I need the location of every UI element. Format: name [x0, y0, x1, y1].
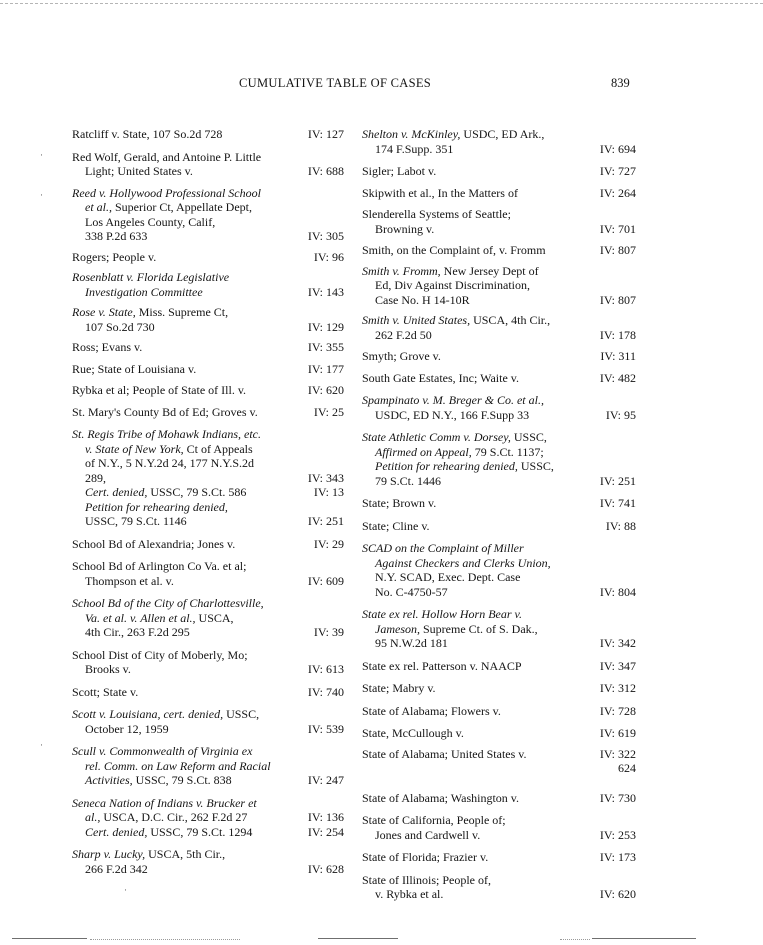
case-entry: [72, 685, 344, 700]
case-text: Rybka et al; People of State of Ill. v.: [72, 383, 247, 397]
volume-page-ref: IV: 173: [599, 850, 636, 864]
volume-page-ref: IV: 620: [307, 383, 344, 397]
volume-page-ref: IV: 247: [307, 773, 344, 787]
case-text: Miss. Supreme Ct,: [135, 305, 229, 319]
case-text: Rue; State of Louisiana v.: [72, 361, 197, 376]
entry-line: [72, 200, 344, 215]
bottom-scan-line: [90, 939, 240, 940]
volume-page-ref: IV: 619: [599, 726, 636, 740]
case-entry: [72, 847, 344, 876]
case-text: Scull v. Commonwealth of Virginia ex: [72, 744, 253, 758]
case-text: Cert. denied,: [85, 824, 148, 839]
entry-line: [362, 622, 636, 637]
case-entry: [362, 127, 636, 156]
entry-line: [72, 427, 344, 442]
case-text: Ct of Appeals: [183, 441, 253, 456]
bottom-scan-line: [592, 938, 696, 939]
entry-line: [362, 222, 636, 237]
volume-page-ref: IV: 251: [307, 514, 344, 528]
entry-line: [362, 278, 636, 293]
entry-line: [362, 541, 636, 556]
case-text: State, McCullough v.: [362, 726, 464, 740]
entry-line: [72, 186, 344, 201]
case-text: USSC,: [510, 430, 547, 444]
case-text: Rogers; People v.: [72, 249, 157, 264]
volume-page-ref: IV: 701: [599, 221, 636, 236]
volume-page-ref: IV: 694: [599, 141, 636, 156]
volume-page-ref: IV: 254: [307, 824, 344, 839]
entry-line: [72, 405, 344, 420]
entry-line: [362, 328, 636, 343]
volume-page-ref: IV: 807: [599, 292, 636, 307]
case-text: Browning v.: [375, 221, 435, 236]
bottom-scan-line: [318, 938, 398, 939]
volume-page-ref: IV: 609: [307, 573, 344, 588]
case-entry: [362, 430, 636, 488]
volume-page-ref: IV: 613: [307, 662, 344, 676]
entry-line: [362, 519, 636, 534]
volume-page-ref: IV: 728: [599, 703, 636, 718]
entry-line: [362, 747, 636, 762]
entry-line: [362, 371, 636, 386]
case-text: State Athletic Comm v. Dorsey,: [362, 430, 511, 444]
entry-line: [72, 825, 344, 840]
volume-page-ref: IV: 807: [599, 243, 636, 257]
case-entry: [362, 813, 636, 842]
case-text: Los Angeles County, Calif,: [85, 214, 216, 229]
volume-page-ref: IV: 741: [599, 496, 636, 510]
case-entry: [362, 681, 636, 696]
case-entry: [362, 850, 636, 865]
entry-line: [72, 471, 344, 486]
case-entry: [72, 796, 344, 840]
entry-line: [72, 810, 344, 825]
case-text: State; Mabry v.: [362, 681, 436, 695]
case-text: State of Illinois; People of,: [362, 872, 491, 887]
case-text: Seneca Nation of Indians v. Brucker et: [72, 795, 257, 810]
entry-line: [362, 850, 636, 865]
left-column: [72, 120, 344, 876]
entry-line: [362, 636, 636, 651]
volume-page-ref: IV: 730: [599, 790, 636, 805]
entry-line: [72, 250, 344, 265]
case-text: Light; United States v.: [85, 164, 193, 178]
case-text: SCAD on the Complaint of Miller: [362, 541, 524, 555]
scan-speck: ·: [40, 190, 43, 200]
volume-page-ref: IV: 253: [599, 827, 636, 842]
case-text: Spampinato v. M. Breger & Co. et al.,: [362, 393, 544, 407]
entry-line: [72, 215, 344, 230]
volume-page-ref: IV: 347: [599, 658, 636, 673]
entry-line: [72, 164, 344, 179]
entry-line: [72, 500, 344, 515]
volume-page-ref: IV: 343: [307, 470, 344, 485]
case-text: Affirmed on Appeal,: [375, 444, 472, 459]
entry-line: [72, 559, 344, 574]
case-text: State; Cline v.: [362, 518, 430, 533]
case-text: Jameson,: [375, 621, 420, 636]
entry-line: [362, 459, 636, 474]
case-text: 266 F.2d 342: [85, 861, 148, 876]
case-text: 107 So.2d 730: [85, 319, 155, 334]
case-text: Shelton v. McKinley,: [362, 127, 461, 141]
case-text: USSC,: [223, 707, 260, 721]
case-text: Supreme Ct. of S. Dak.,: [420, 621, 538, 636]
case-entry: [362, 747, 636, 776]
volume-page-ref: IV: 13: [313, 485, 344, 499]
case-text: State ex rel. Hollow Horn Bear v.: [362, 607, 522, 621]
entry-line: [72, 662, 344, 677]
entry-line: [362, 313, 636, 328]
case-text: Cert. denied,: [85, 485, 148, 499]
volume-page-ref: IV: 312: [599, 681, 636, 695]
entry-line: [72, 485, 344, 500]
right-column: [362, 120, 636, 902]
case-entry: [362, 607, 636, 651]
case-text: v. Rybka et al.: [375, 887, 444, 901]
case-text: Activities,: [85, 773, 133, 787]
case-text: Skipwith et al., In the Matters of: [362, 185, 518, 200]
case-text: Ratcliff v. State, 107 So.2d 728: [72, 127, 223, 141]
entry-line: [72, 320, 344, 335]
entry-line: [72, 285, 344, 300]
case-text: USSC,: [517, 459, 554, 473]
case-text: Petition for rehearing denied,: [85, 499, 228, 514]
case-text: USSC, 79 S.Ct. 1294: [147, 824, 253, 839]
case-entry: [72, 648, 344, 677]
entry-line: [362, 791, 636, 806]
case-text: Smith, on the Complaint of, v. Fromm: [362, 243, 546, 257]
entry-line: [72, 150, 344, 165]
case-entry: [72, 744, 344, 788]
volume-page-ref: IV: 178: [599, 327, 636, 342]
page-number: 839: [611, 76, 630, 90]
case-entry: [72, 559, 344, 588]
case-entry: [72, 340, 344, 355]
case-text: School Bd of Alexandria; Jones v.: [72, 536, 236, 551]
case-text: Red Wolf, Gerald, and Antoine P. Little: [72, 149, 262, 164]
case-text: 4th Cir., 263 F.2d 295: [85, 625, 190, 639]
case-text: USCA,: [195, 610, 234, 625]
entry-line: [362, 887, 636, 902]
entry-line: [362, 570, 636, 585]
case-text: State of Alabama; United States v.: [362, 746, 527, 761]
entry-line: [72, 773, 344, 788]
entry-line: [362, 659, 636, 674]
scan-speck: ·: [124, 885, 127, 895]
case-text: Ross; Evans v.: [72, 340, 143, 354]
volume-page-ref: IV: 539: [307, 721, 344, 736]
entry-line: [72, 847, 344, 862]
case-text: No. C-4750-57: [375, 584, 448, 599]
entry-line: [72, 270, 344, 285]
entry-line: [362, 293, 636, 308]
entry-line: [72, 796, 344, 811]
case-entry: [362, 519, 636, 534]
volume-page-ref: IV: 727: [599, 164, 636, 178]
entry-line: [72, 596, 344, 611]
case-text: Petition for rehearing denied,: [375, 459, 518, 473]
case-text: State of Alabama; Washington v.: [362, 790, 520, 805]
case-text: Superior Ct, Appellate Dept,: [112, 200, 252, 214]
case-text: School Bd of the City of Charlottesville,: [72, 596, 264, 610]
case-text: Smith v. Fromm,: [362, 263, 441, 278]
case-text: Va. et al. v. Allen et al.,: [85, 610, 196, 625]
volume-page-ref: IV: 95: [605, 407, 636, 422]
case-text: Smith v. United States,: [362, 313, 471, 327]
case-text: Smyth; Grove v.: [362, 349, 441, 363]
case-entry: [362, 349, 636, 364]
case-entry: [362, 704, 636, 719]
case-text: USSC, 79 S.Ct. 1146: [85, 514, 187, 528]
case-entry: [72, 150, 344, 179]
entry-line: [362, 726, 636, 741]
case-text: Brooks v.: [85, 662, 131, 676]
case-text: Ed, Div Against Discrimination,: [375, 278, 530, 292]
case-text: USCA, 4th Cir.,: [470, 313, 551, 327]
case-text: State of Alabama; Flowers v.: [362, 703, 501, 718]
case-text: Jones and Cardwell v.: [375, 827, 481, 842]
case-text: State of Florida; Frazier v.: [362, 850, 489, 864]
scan-speck: ·: [40, 150, 43, 160]
case-entry: [362, 791, 636, 806]
volume-page-ref: IV: 129: [307, 319, 344, 334]
entry-line: [72, 744, 344, 759]
case-text: Sigler; Labot v.: [362, 164, 437, 178]
entry-line: [362, 873, 636, 888]
case-text: Reed v. Hollywood Professional School: [72, 185, 261, 200]
case-entry: [72, 427, 344, 529]
entry-line: [72, 759, 344, 774]
case-text: v. State of New York,: [85, 441, 184, 456]
case-entry: [362, 371, 636, 386]
entry-line: [362, 264, 636, 279]
entry-line: [362, 585, 636, 600]
case-entry: [72, 707, 344, 736]
volume-page-ref: IV: 39: [313, 625, 344, 639]
case-entry: [72, 362, 344, 377]
volume-page-ref: IV: 355: [307, 340, 344, 354]
entry-line: [362, 164, 636, 179]
case-entry: [72, 537, 344, 552]
volume-page-ref: 624: [618, 761, 636, 775]
entry-line: [362, 127, 636, 142]
case-text: Scott v. Louisiana, cert. denied,: [72, 707, 224, 721]
entry-line: [72, 305, 344, 320]
case-text: USDC, ED Ark.,: [460, 127, 545, 141]
volume-page-ref: IV: 740: [307, 684, 344, 699]
case-text: 79 S.Ct. 1446: [375, 473, 442, 488]
entry-line: [72, 574, 344, 589]
entry-line: [72, 229, 344, 244]
case-text: Slenderella Systems of Seattle;: [362, 207, 511, 221]
entry-line: [72, 362, 344, 377]
entry-line: [362, 607, 636, 622]
volume-page-ref: IV: 628: [307, 861, 344, 876]
volume-page-ref: IV: 88: [605, 518, 636, 533]
entry-line: [362, 828, 636, 843]
case-entry: [362, 873, 636, 902]
scan-speck: ·: [40, 740, 43, 750]
case-text: 262 F.2d 50: [375, 327, 432, 342]
entry-line: [72, 611, 344, 626]
case-text: Rosenblatt v. Florida Legislative: [72, 270, 230, 284]
entry-line: [72, 537, 344, 552]
volume-page-ref: IV: 264: [599, 185, 636, 200]
volume-page-ref: IV: 311: [600, 349, 636, 363]
entry-line: [72, 127, 344, 142]
volume-page-ref: IV: 96: [313, 249, 344, 264]
case-text: 174 F.Supp. 351: [375, 141, 454, 156]
volume-page-ref: IV: 177: [307, 361, 344, 376]
entry-line: [362, 813, 636, 828]
case-text: Sharp v. Lucky,: [72, 847, 146, 861]
case-text: USSC, 79 S.Ct. 838: [132, 773, 232, 787]
entry-line: [362, 349, 636, 364]
case-text: State of California, People of;: [362, 813, 506, 827]
entry-line: [362, 496, 636, 511]
entry-line: [72, 340, 344, 355]
entry-line: [362, 408, 636, 423]
case-text: al.,: [85, 810, 101, 824]
entry-line: [362, 556, 636, 571]
volume-page-ref: IV: 251: [599, 473, 636, 488]
case-text: Scott; State v.: [72, 684, 139, 699]
case-entry: [362, 726, 636, 741]
case-entry: [72, 186, 344, 244]
entry-line: [362, 474, 636, 489]
bottom-scan-line: [12, 938, 87, 939]
case-text: School Dist of City of Moberly, Mo;: [72, 647, 248, 662]
case-text: 338 P.2d 633: [85, 229, 148, 243]
case-text: Case No. H 14-10R: [375, 292, 470, 307]
case-text: Rose v. State,: [72, 305, 136, 319]
case-text: Thompson et al. v.: [85, 573, 174, 588]
case-entry: [362, 243, 636, 258]
case-entry: [362, 496, 636, 511]
entry-line: [362, 761, 636, 776]
volume-page-ref: IV: 127: [307, 127, 344, 141]
entry-line: [72, 514, 344, 529]
entry-line: [362, 430, 636, 445]
volume-page-ref: IV: 804: [599, 584, 636, 599]
case-text: USCA, D.C. Cir., 262 F.2d 27: [100, 810, 248, 824]
entry-line: [72, 707, 344, 722]
volume-page-ref: IV: 688: [307, 164, 344, 178]
volume-page-ref: IV: 342: [599, 636, 636, 650]
volume-page-ref: IV: 620: [599, 887, 636, 901]
entry-line: [362, 445, 636, 460]
case-text: of N.Y., 5 N.Y.2d 24, 177 N.Y.S.2d: [85, 456, 255, 470]
top-border: [0, 3, 763, 4]
case-text: 79 S.Ct. 1137;: [471, 444, 544, 459]
case-text: State ex rel. Patterson v. NAACP: [362, 658, 522, 673]
entry-line: [72, 648, 344, 663]
entry-line: [72, 383, 344, 398]
volume-page-ref: IV: 136: [307, 810, 344, 824]
case-text: Investigation Committee: [85, 284, 203, 299]
case-entry: [362, 313, 636, 342]
entry-line: [362, 704, 636, 719]
volume-page-ref: IV: 305: [307, 229, 344, 243]
volume-page-ref: IV: 482: [599, 370, 636, 385]
case-entry: [362, 186, 636, 201]
case-text: School Bd of Arlington Co Va. et al;: [72, 559, 247, 573]
case-text: USSC, 79 S.Ct. 586: [147, 485, 247, 499]
entry-line: [362, 243, 636, 258]
case-text: USCA, 5th Cir.,: [145, 847, 226, 861]
case-text: St. Regis Tribe of Mohawk Indians, etc.: [72, 427, 261, 441]
case-text: South Gate Estates, Inc; Waite v.: [362, 370, 519, 385]
case-text: et al.,: [85, 200, 112, 214]
entry-line: [362, 142, 636, 157]
case-entry: [72, 270, 344, 299]
case-text: N.Y. SCAD, Exec. Dept. Case: [375, 570, 521, 584]
entry-line: [362, 681, 636, 696]
case-entry: [72, 596, 344, 640]
bottom-scan-line: [560, 939, 590, 940]
case-entry: [362, 207, 636, 236]
entry-line: [72, 442, 344, 457]
case-text: Against Checkers and Clerks Union,: [375, 555, 551, 570]
case-entry: [72, 250, 344, 265]
case-entry: [362, 164, 636, 179]
entry-line: [362, 207, 636, 222]
entry-line: [72, 685, 344, 700]
entry-line: [72, 625, 344, 640]
entry-line: [72, 862, 344, 877]
case-entry: [72, 383, 344, 398]
entry-line: [72, 456, 344, 471]
case-entry: [362, 393, 636, 422]
case-entry: [362, 541, 636, 599]
volume-page-ref: IV: 322: [599, 746, 636, 761]
case-text: New Jersey Dept of: [440, 263, 539, 278]
case-text: USDC, ED N.Y., 166 F.Supp 33: [375, 407, 530, 422]
case-entry: [362, 264, 636, 308]
volume-page-ref: IV: 25: [313, 404, 344, 419]
case-entry: [72, 127, 344, 142]
case-entry: [362, 659, 636, 674]
case-entry: [72, 305, 344, 334]
volume-page-ref: IV: 143: [307, 284, 344, 299]
volume-page-ref: IV: 29: [313, 536, 344, 551]
entry-line: [72, 722, 344, 737]
case-text: St. Mary's County Bd of Ed; Groves v.: [72, 404, 258, 419]
case-text: October 12, 1959: [85, 721, 169, 736]
entry-line: [362, 393, 636, 408]
case-text: 289,: [85, 470, 106, 485]
page-title: CUMULATIVE TABLE OF CASES: [239, 76, 432, 90]
case-entry: [72, 405, 344, 420]
entry-line: [362, 186, 636, 201]
case-text: rel. Comm. on Law Reform and Racial: [85, 758, 271, 773]
case-text: 95 N.W.2d 181: [375, 636, 448, 650]
case-text: State; Brown v.: [362, 496, 437, 510]
